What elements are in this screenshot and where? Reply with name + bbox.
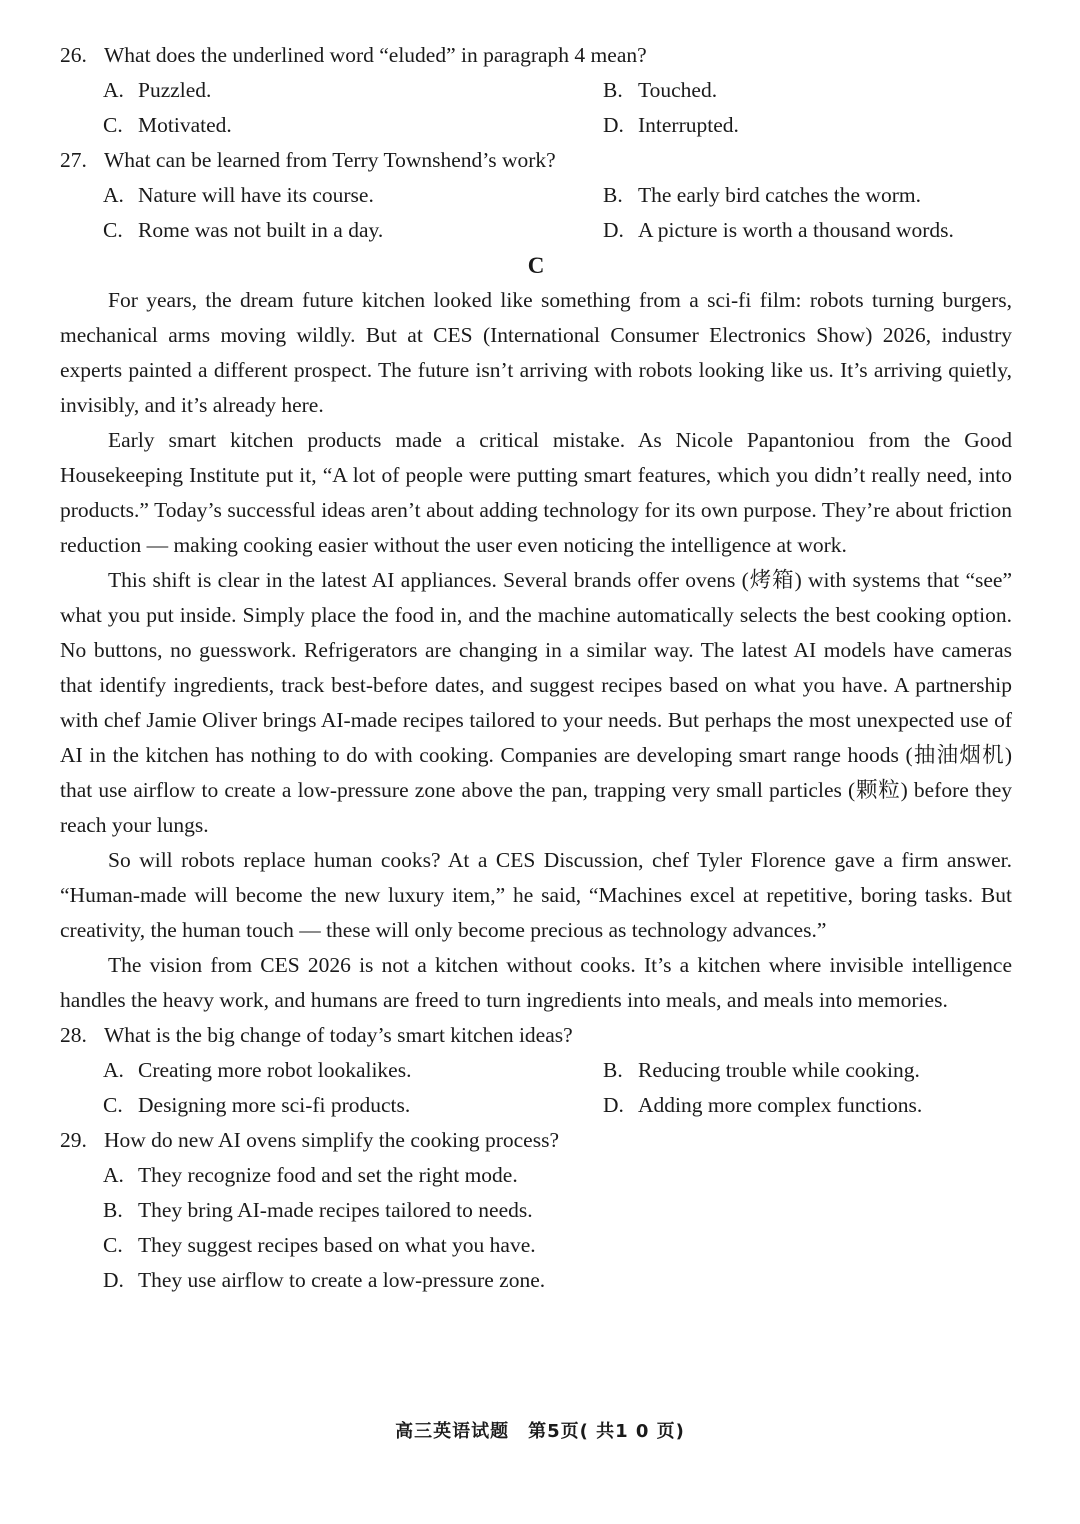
passage-paragraph-3: This shift is clear in the latest AI appliances. Several brands offer ovens (烤箱) with systems that “see” what you put inside. Simply place the food in, and the machine automatically selects the best cooking option. No buttons, no guesswork. Refrigerators are changing in a similar way. The latest AI models have cameras that identify ingredients, track best-before dates, and suggest recipes based on what you have. A partnership with chef Jamie Oliver brings AI-made recipes tailored to your needs. But perhaps the most unexpected use of AI in the kitchen has nothing to do with cooking. Companies are developing smart range hoods (抽油烟机) that use airflow to create a low-pressure zone above the pan, trapping very small particles (颗粒) before they reach your lungs. xyxy=(60,568,1012,837)
question-stem: What does the underlined word “eluded” in paragraph 4 mean? xyxy=(104,43,647,67)
option-c: C. Rome was not built in a day. xyxy=(103,218,384,242)
option-b: B. Reducing trouble while cooking. xyxy=(603,1058,920,1082)
option-d: D. Interrupted. xyxy=(603,113,739,137)
question-stem: How do new AI ovens simplify the cooking process? xyxy=(104,1128,560,1152)
option-d: D. They use airflow to create a low-pressure zone. xyxy=(103,1268,546,1292)
option-a: A. Creating more robot lookalikes. xyxy=(103,1058,412,1082)
section-title: C xyxy=(527,253,545,278)
question-27 xyxy=(60,143,1012,178)
question-28-options xyxy=(60,1053,1012,1123)
option-a: A. Nature will have its course. xyxy=(103,183,374,207)
option-d: D. Adding more complex functions. xyxy=(603,1093,923,1117)
question-number: 29. xyxy=(60,1128,87,1152)
option-a: A. Puzzled. xyxy=(103,78,212,102)
question-27-options xyxy=(60,178,1012,248)
passage-paragraph-2: Early smart kitchen products made a critical mistake. As Nicole Papantoniou from the Good Housekeeping Institute put it, “A lot of people were putting smart features, which you didn’t really need, into products.” Today’s successful ideas aren’t about adding technology for its own purpose. They’re about friction reduction — making cooking easier without the user even noticing the intelligence at work. xyxy=(60,428,1012,557)
option-c: C. Motivated. xyxy=(103,113,232,137)
question-number: 27. xyxy=(60,148,87,172)
question-29-options xyxy=(60,1158,1012,1298)
question-28 xyxy=(60,1018,1012,1053)
question-stem: What is the big change of today’s smart kitchen ideas? xyxy=(104,1023,573,1047)
passage-paragraph-1: For years, the dream future kitchen looked like something from a sci-fi film: robots turning burgers, mechanical arms moving wildly. But at CES (International Consumer Electronics Show) 2026, industry experts painted a different prospect. The future isn’t arriving with robots looking like us. It’s arriving quietly, invisibly, and it’s already here. xyxy=(60,288,1012,417)
option-b: B. Touched. xyxy=(603,78,718,102)
question-stem: What can be learned from Terry Townshend’s work? xyxy=(104,148,556,172)
passage-paragraph-4: So will robots replace human cooks? At a CES Discussion, chef Tyler Florence gave a firm answer. “Human-made will become the new luxury item,” he said, “Machines excel at repetitive, boring tasks. But creativity, the human touch — these will only become precious as technology advances.” xyxy=(60,848,1012,942)
question-29 xyxy=(60,1123,1012,1158)
question-26-options xyxy=(60,73,1012,143)
option-b: B. The early bird catches the worm. xyxy=(603,183,921,207)
option-b: B. They bring AI-made recipes tailored to needs. xyxy=(103,1198,533,1222)
passage-paragraph-5: The vision from CES 2026 is not a kitchen without cooks. It’s a kitchen where invisible intelligence handles the heavy work, and humans are freed to turn ingredients into meals, and meals into memories. xyxy=(60,953,1012,1012)
question-number: 28. xyxy=(60,1023,87,1047)
option-c: C. Designing more sci-fi products. xyxy=(103,1093,411,1117)
page-footer: 高三英语试题 第5页( 共1 0 页) xyxy=(395,1421,685,1442)
question-number: 26. xyxy=(60,43,87,67)
question-26 xyxy=(60,38,1012,73)
option-a: A. They recognize food and set the right mode. xyxy=(103,1163,518,1187)
option-c: C. They suggest recipes based on what you have. xyxy=(103,1233,536,1257)
option-d: D. A picture is worth a thousand words. xyxy=(603,218,954,242)
